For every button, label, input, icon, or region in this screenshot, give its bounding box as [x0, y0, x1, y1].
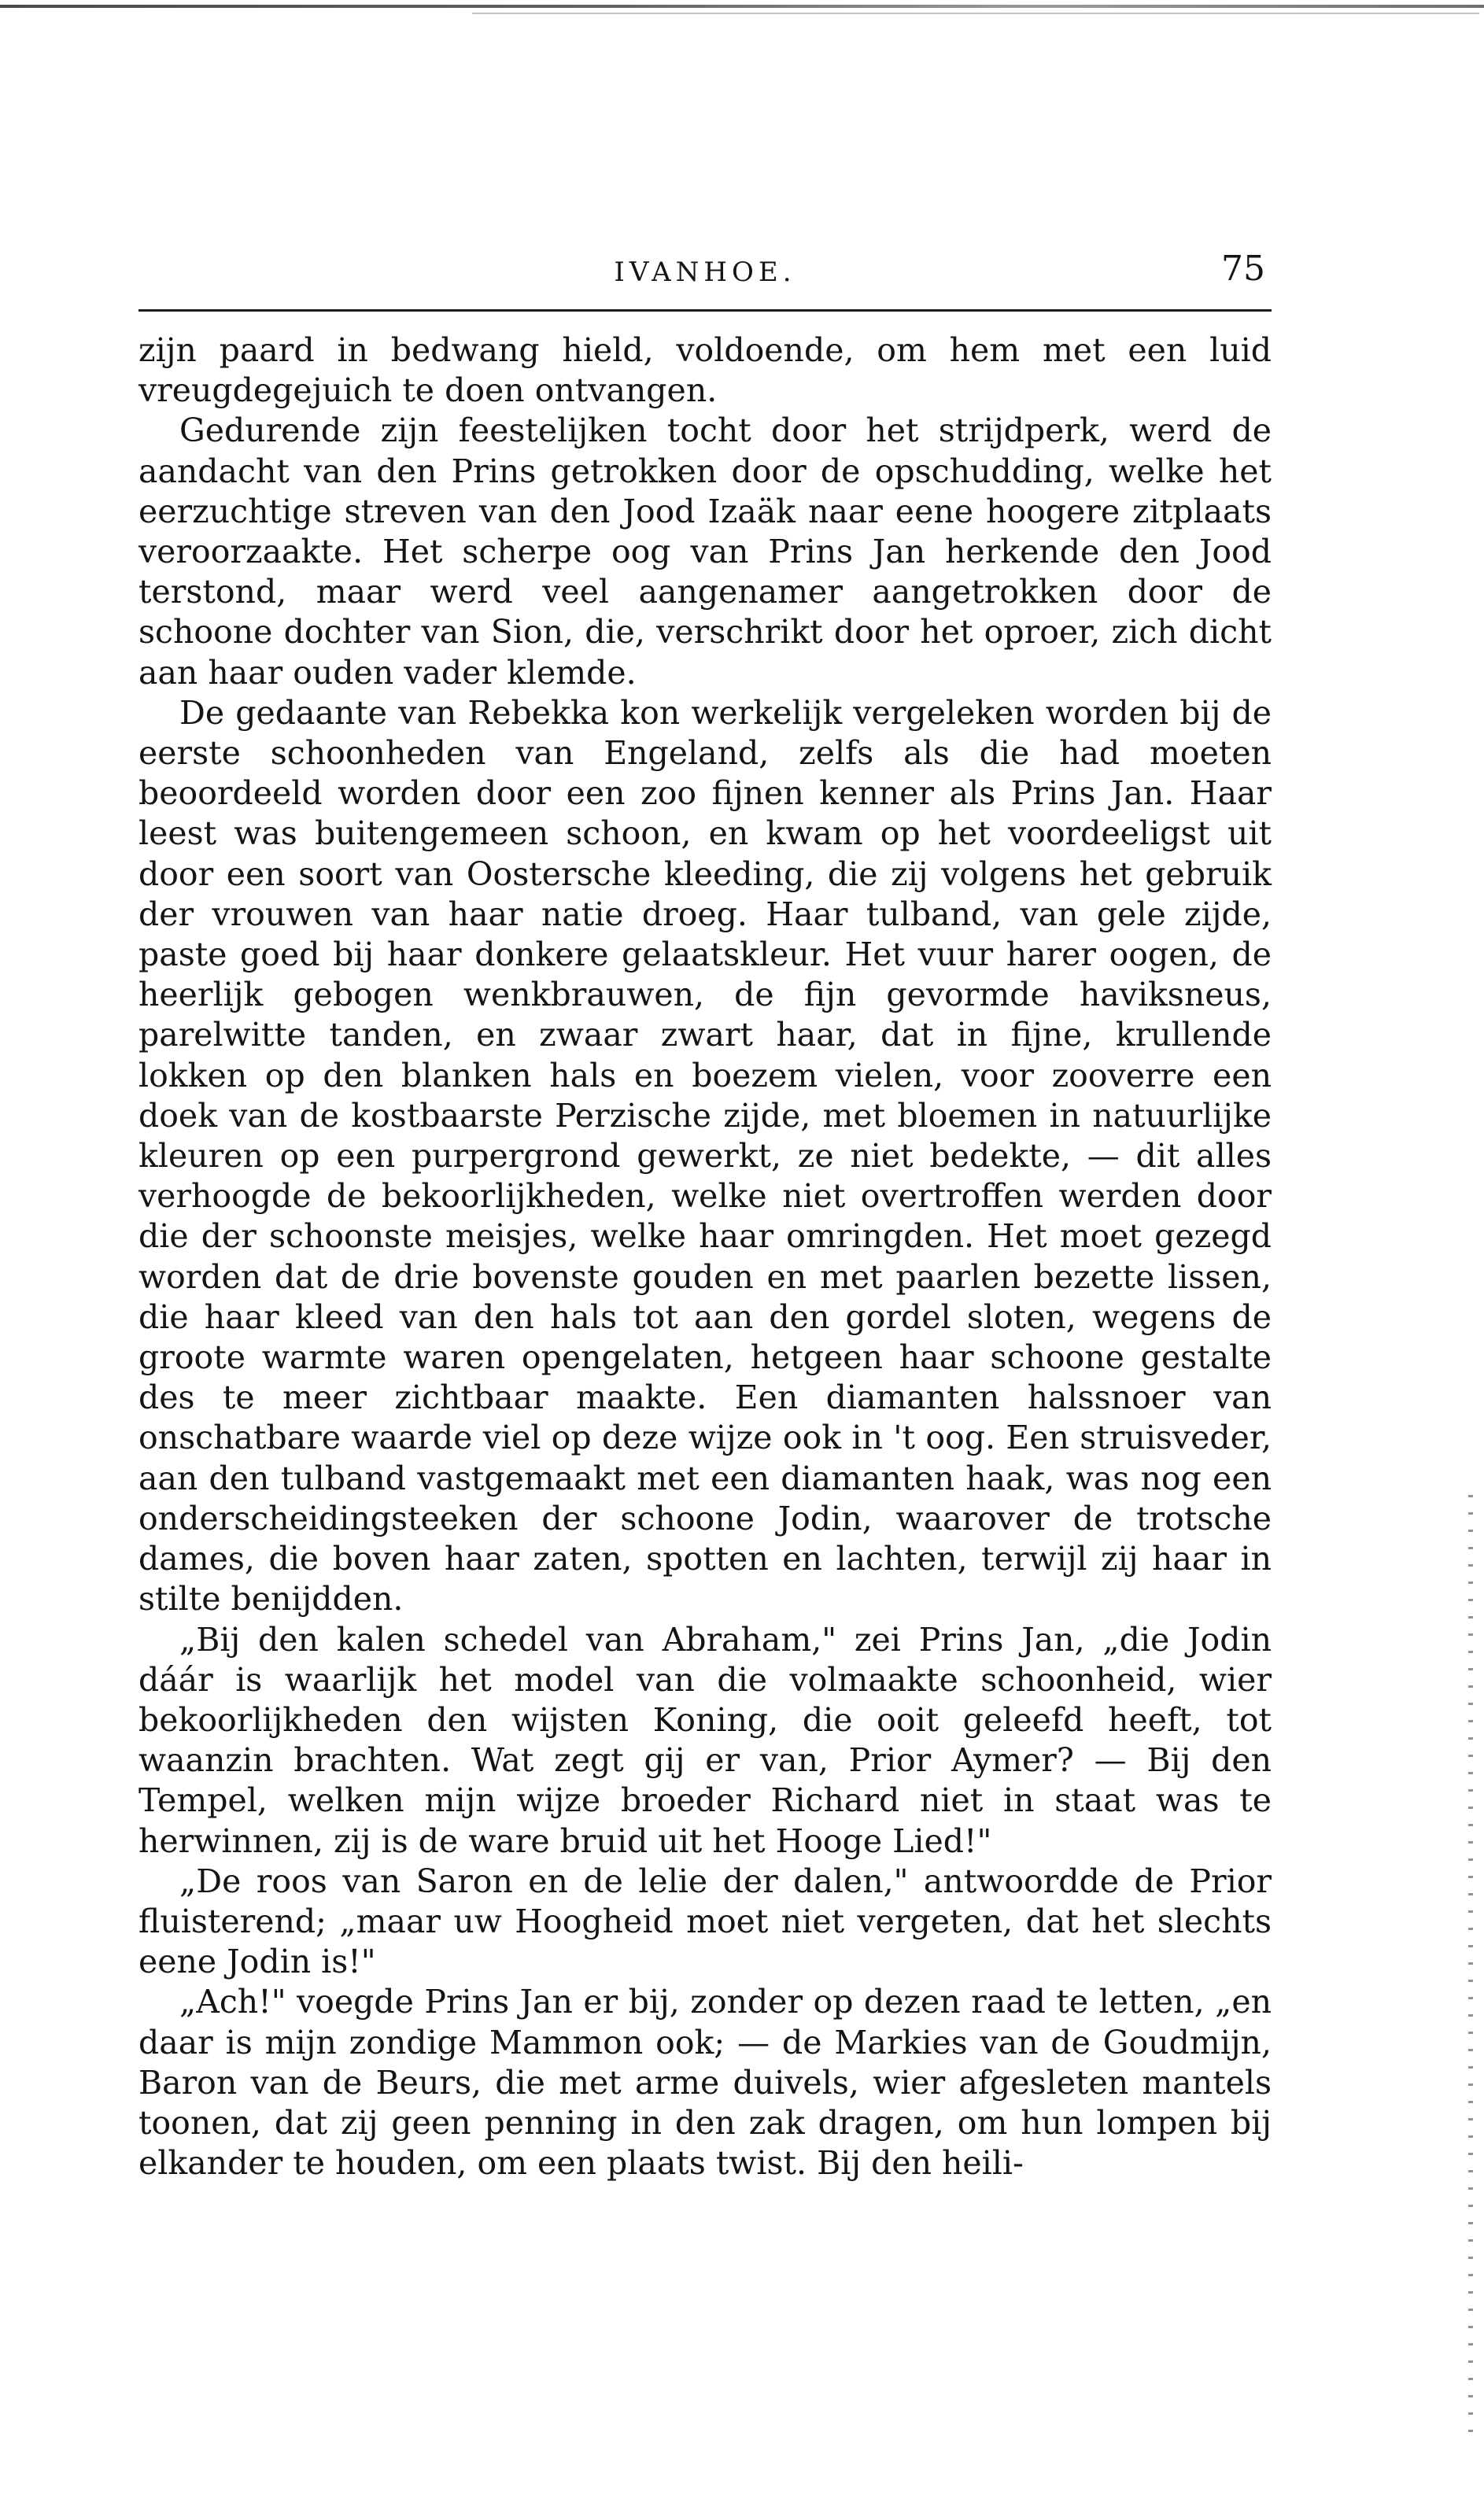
running-title: IVANHOE.: [614, 257, 796, 288]
body-text: [138, 330, 1272, 2183]
paragraph: „De roos van Saron en de lelie der dalen," antwoordde de Prior fluisterend; „maar uw Hoogheid moet niet vergeten, dat het slechts eene Jodin is!": [138, 1862, 1272, 1981]
scan-edge-top: [0, 5, 1484, 8]
paragraph: Gedurende zijn feestelijken tocht door het strijdperk, werd de aandacht van den Prins getrokken door de opschudding, welke het eerzuchtige streven van den Jood Izaäk naar eene hoogere zitplaats veroorzaakte. Het scherpe oog van Prins Jan herkende den Jood terstond, maar werd veel aangenamer aangetrokken door de schoone dochter van Sion, die, verschrikt door het oproer, zich dicht aan haar ouden vader klemde.: [138, 412, 1272, 692]
page-number: 75: [1221, 249, 1265, 289]
paragraph: „Ach!" voegde Prins Jan er bij, zonder op dezen raad te letten, „en daar is mijn zondige Mammon ook; — de Markies van de Goudmijn, Baron van de Beurs, die met arme duivels, wier afgesleten mantels toonen, dat zij geen penning in den zak dragen, om hun lompen bij elkander te houden, om een plaats twist. Bij den heili-: [138, 1983, 1272, 2183]
paragraph: „Bij den kalen schedel van Abraham," zei Prins Jan, „die Jodin dáár is waarlijk het model van die volmaakte schoonheid, wier bekoorlijkheden den wijsten Koning, die ooit geleefd heeft, tot waanzin brachten. Wat zegt gij er van, Prior Aymer? — Bij den Tempel, welken mijn wijze broeder Richard niet in staat was te herwinnen, zij is de ware bruid uit het Hooge Lied!": [138, 1620, 1272, 1860]
paragraph: De gedaante van Rebekka kon werkelijk vergeleken worden bij de eerste schoonheden van Engeland, zelfs als die had moeten beoordeeld worden door een zoo fijnen kenner als Prins Jan. Haar leest was buitengemeen schoon, en kwam op het voordeeligst uit door een soort van Oostersche kleeding, die zij volgens het gebruik der vrouwen van haar natie droeg. Haar tulband, van gele zijde, paste goed bij haar donkere gelaatskleur. Het vuur harer oogen, de heerlijk gebogen wenkbrauwen, de fijn gevormde haviksneus, parelwitte tanden, en zwaar zwart haar, dat in fijne, krullende lokken op den blanken hals en boezem vielen, voor zooverre een doek van de kostbaarste Perzische zijde, met bloemen in natuurlijke kleuren op een purpergrond gewerkt, ze niet bedekte, — dit alles verhoogde de bekoorlijkheden, welke niet overtroffen werden door die der schoonste meisjes, welke haar omringden. Het moet gezegd worden dat de drie bovenste gouden en met paarlen bezette lissen, die haar kleed van den hals tot aan den gordel sloten, wegens de groote warmte waren opengelaten, hetgeen haar schoone gestalte des te meer zichtbaar maakte. Een diamanten halssnoer van onschatbare waarde viel op deze wijze ook in 't oog. Een struisveder, aan den tulband vastgemaakt met een diamanten haak, was nog een onderscheidingsteeken der schoone Jodin, waarover de trotsche dames, die boven haar zaten, spotten en lachten, terwijl zij haar in stilte benijdden.: [138, 693, 1272, 1618]
scan-edge-top-secondary: [472, 13, 1479, 14]
page-header: [138, 249, 1272, 304]
scan-edge-right: [1468, 1495, 1473, 2439]
header-rule: [138, 309, 1272, 312]
paragraph-continuation: zijn paard in bedwang hield, voldoende, om hem met een luid vreugdegejuich te doen ontvangen.: [138, 331, 1272, 410]
